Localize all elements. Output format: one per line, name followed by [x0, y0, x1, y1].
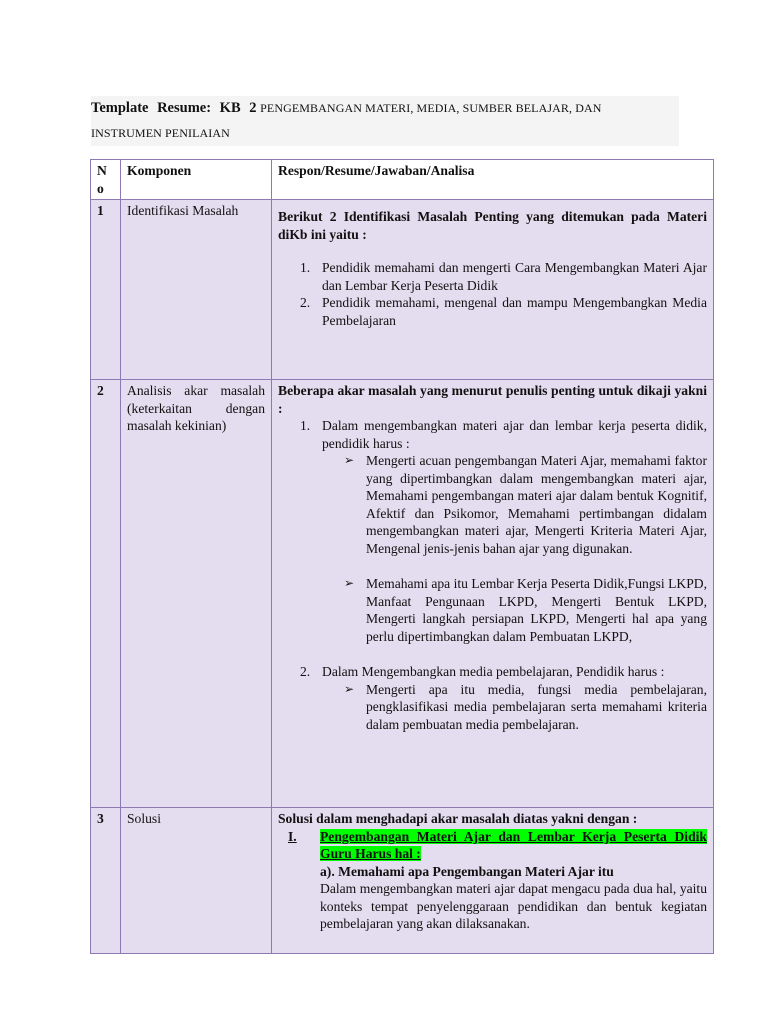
bullet-item: ➢ Mengerti acuan pengembangan Materi Ajar, memahami faktor yang dipertimbangkan dalam mengembangkan materi ajar, Memahami pengembangan materi ajar dalam bentuk Kognitif, Afektif dan Psikomor, Memahami pertimbangan didalam mengembangkan materi ajar, Mengerti Kriteria Materi Ajar, Mengenal jenis-jenis bahan ajar yang digunakan. [344, 453, 707, 556]
row2-item1-bullets [322, 452, 707, 645]
row1-list [278, 259, 707, 329]
arrow-bullet-icon: ➢ [344, 453, 355, 467]
arrow-bullet-icon: ➢ [344, 576, 355, 590]
table-row [91, 200, 714, 380]
list-item: 2. Pendidik memahami, mengenal dan mampu Mengembangkan Media Pembelajaran [300, 295, 707, 328]
sub-heading: a). Memahami apa Pengembangan Materi Ajar itu [320, 863, 614, 879]
row3-roman-item [278, 828, 707, 933]
roman-numeral: I. [288, 828, 297, 844]
row3-respon [272, 808, 714, 954]
row2-respon [272, 380, 714, 808]
title-caps-line1: PENGEMBANGAN MATERI, MEDIA, SUMBER BELAJAR, DAN [260, 101, 602, 115]
table-row [91, 808, 714, 954]
highlighted-heading: Pengembangan Materi Ajar dan Lembar Kerja Peserta Didik Guru Harus hal : [320, 828, 707, 861]
table-row [91, 380, 714, 808]
list-item: 1. Dalam mengembangkan materi ajar dan lembar kerja peserta didik, pendidik harus : ➢ Mengerti acuan pengembangan Materi Ajar, memahami faktor yang dipertimbangkan dalam mengembangkan materi ajar, Memahami pengembangan materi ajar dalam bentuk Kognitif, Afektif dan Psikomor, Memahami pertimbangan didalam mengembangkan materi ajar, Mengerti Kriteria Materi Ajar, Mengenal jenis-jenis bahan ajar yang digunakan. ➢ Memahami apa itu Lembar Kerja Peserta Didik,Fungsi LKPD, Manfaat Pengunaan LKPD, Mengerti Bentuk LKPD, Mengerti langkah persiapan LKPD, Mengerti hal apa yang perlu dipertimbangkan dalam Pembuatan LKPD, [300, 418, 707, 644]
document-title [91, 96, 679, 146]
row1-komponen: Identifikasi Masalah [121, 200, 272, 380]
header-respon: Respon/Resume/Jawaban/Analisa [272, 160, 714, 200]
list-item: 2. Dalam Mengembangkan media pembelajaran, Pendidik harus : ➢ Mengerti apa itu media, fungsi media pembelajaran, pengklasifikasi media pembelajaran serta memahami kriteria dalam pembuatan media pembelajaran. [300, 664, 707, 732]
table-header-row [91, 160, 714, 200]
row3-komponen: Solusi [121, 808, 272, 954]
row3-no: 3 [91, 808, 121, 954]
arrow-bullet-icon: ➢ [344, 681, 355, 696]
row1-no: 1 [91, 200, 121, 380]
bullet-item: ➢ Mengerti apa itu media, fungsi media pembelajaran, pengklasifikasi media pembelajaran serta memahami kriteria dalam pembuatan media pembelajaran. [344, 681, 707, 732]
resume-table [90, 159, 714, 954]
row2-item2-bullets [322, 681, 707, 734]
title-caps-line2: INSTRUMEN PENILAIAN [91, 126, 230, 140]
row2-no: 2 [91, 380, 121, 808]
header-no: N o [91, 160, 121, 200]
header-komponen: Komponen [121, 160, 272, 200]
row1-lead: Berikut 2 Identifikasi Masalah Penting yang ditemukan pada Materi diKb ini yaitu : [278, 209, 707, 242]
sub-text: Dalam mengembangkan materi ajar dapat mengacu pada dua hal, yaitu konteks tempat penyelenggaraan pendidikan dan bentuk kegiatan pembelajaran yang akan dilaksanakan. [320, 881, 707, 931]
row2-komponen: Analisis akar masalah (keterkaitan dengan masalah kekinian) [121, 380, 272, 808]
row1-respon [272, 200, 714, 380]
title-main: Template Resume: KB 2 [91, 100, 257, 116]
bullet-item: ➢ Memahami apa itu Lembar Kerja Peserta Didik,Fungsi LKPD, Manfaat Pengunaan LKPD, Mengerti Bentuk LKPD, Mengerti langkah persiapan LKPD, Mengerti hal apa yang perlu dipertimbangkan dalam Pembuatan LKPD, [344, 576, 707, 644]
row2-lead: Beberapa akar masalah yang menurut penulis penting untuk dikaji yakni : [278, 383, 707, 416]
row3-lead: Solusi dalam menghadapi akar masalah diatas yakni dengan : [278, 811, 638, 826]
list-item: 1. Pendidik memahami dan mengerti Cara Mengembangkan Materi Ajar dan Lembar Kerja Peserta Didik [300, 260, 707, 293]
row2-list [278, 417, 707, 733]
